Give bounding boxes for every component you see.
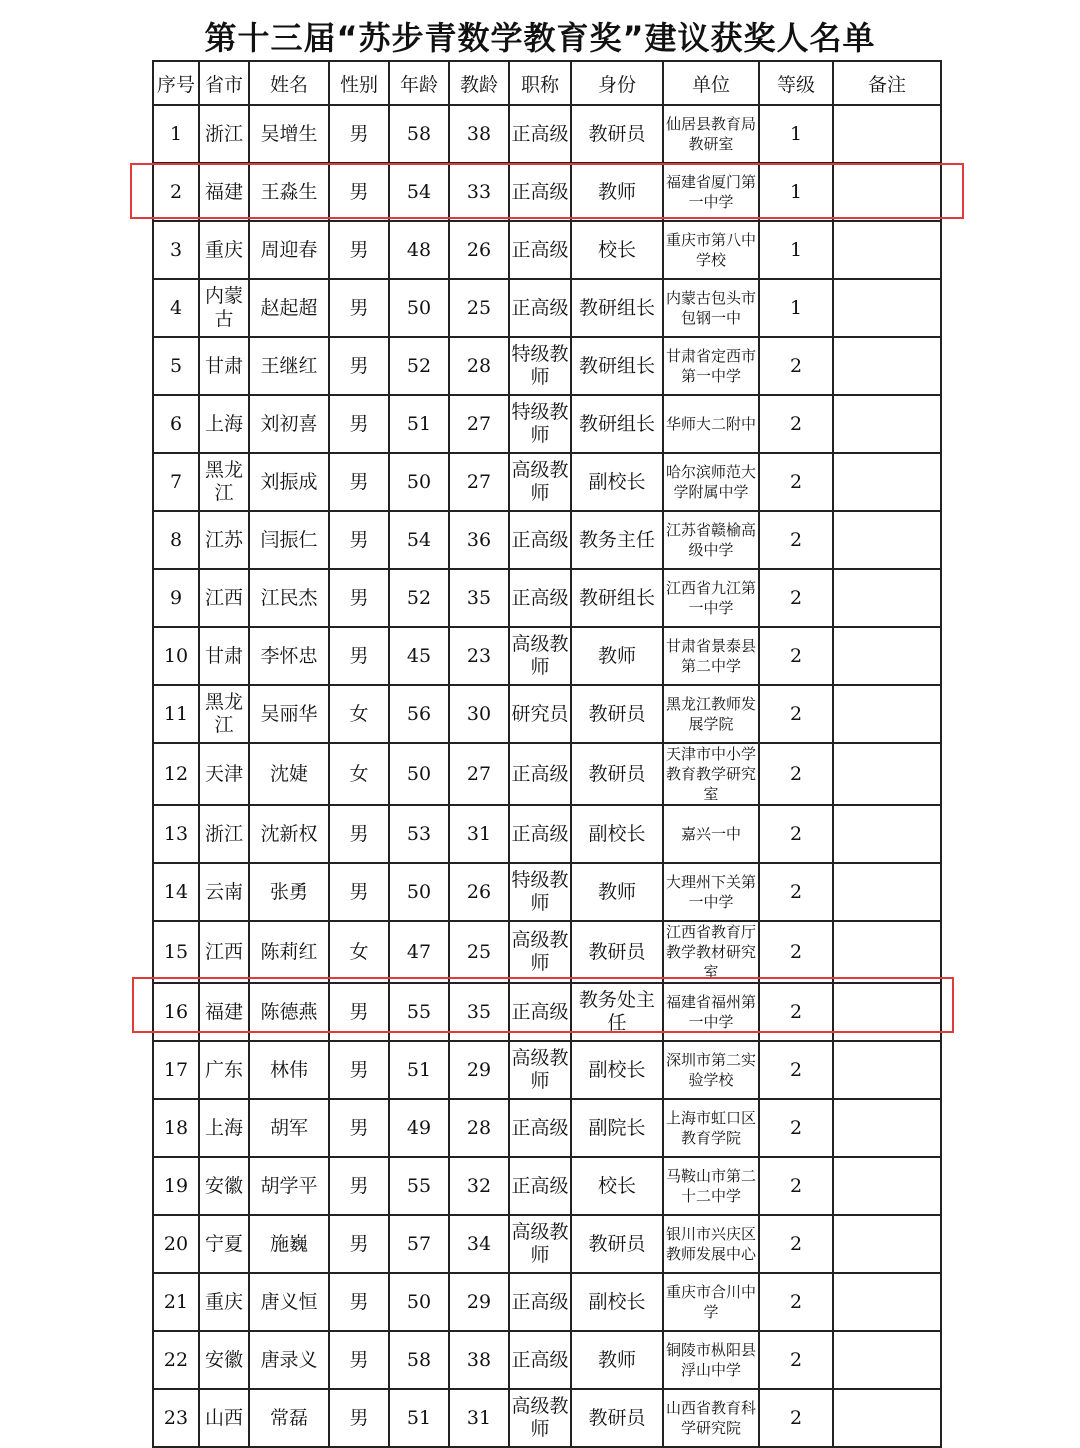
- cell-unit: 甘肃省定西市第一中学: [663, 337, 759, 395]
- cell-unit: 仙居县教育局教研室: [663, 105, 759, 163]
- cell-province: 江西: [199, 921, 249, 983]
- cell-unit: 江西省教育厅教学教材研究室: [663, 921, 759, 983]
- col-header-index: 序号: [153, 61, 199, 105]
- cell-grade: 2: [759, 453, 833, 511]
- cell-name: 施巍: [249, 1215, 329, 1273]
- page-title: 第十三届“苏步青数学教育奖”建议获奖人名单: [204, 19, 876, 57]
- cell-grade: 1: [759, 105, 833, 163]
- cell-gender: 女: [329, 685, 389, 743]
- cell-gender: 男: [329, 395, 389, 453]
- cell-grade: 2: [759, 863, 833, 921]
- cell-age: 55: [389, 983, 449, 1041]
- cell-unit: 甘肃省景泰县第二中学: [663, 627, 759, 685]
- cell-index: 16: [153, 983, 199, 1041]
- cell-index: 4: [153, 279, 199, 337]
- col-header-grade: 等级: [759, 61, 833, 105]
- cell-unit: 重庆市合川中学: [663, 1273, 759, 1331]
- cell-teaching-years: 38: [449, 1331, 509, 1389]
- cell-name: 陈德燕: [249, 983, 329, 1041]
- cell-position: 教研员: [571, 105, 663, 163]
- cell-position: 教研员: [571, 743, 663, 805]
- cell-province: 福建: [199, 983, 249, 1041]
- cell-age: 50: [389, 453, 449, 511]
- cell-teaching-years: 25: [449, 921, 509, 983]
- cell-unit: 山西省教育科学研究院: [663, 1389, 759, 1447]
- cell-remarks: [833, 221, 941, 279]
- cell-index: 17: [153, 1041, 199, 1099]
- cell-index: 8: [153, 511, 199, 569]
- cell-name: 王继红: [249, 337, 329, 395]
- cell-position: 教师: [571, 627, 663, 685]
- cell-name: 胡学平: [249, 1157, 329, 1215]
- table-row: [153, 1099, 941, 1157]
- cell-title: 正高级: [509, 105, 571, 163]
- table-row: [153, 1331, 941, 1389]
- cell-teaching-years: 36: [449, 511, 509, 569]
- cell-gender: 女: [329, 743, 389, 805]
- cell-teaching-years: 27: [449, 743, 509, 805]
- cell-remarks: [833, 627, 941, 685]
- cell-grade: 2: [759, 1389, 833, 1447]
- cell-title: 正高级: [509, 221, 571, 279]
- table-row: [153, 921, 941, 983]
- cell-index: 20: [153, 1215, 199, 1273]
- cell-remarks: [833, 1099, 941, 1157]
- cell-name: 刘振成: [249, 453, 329, 511]
- cell-grade: 2: [759, 1041, 833, 1099]
- cell-age: 52: [389, 569, 449, 627]
- cell-grade: 2: [759, 743, 833, 805]
- cell-index: 18: [153, 1099, 199, 1157]
- cell-grade: 2: [759, 1099, 833, 1157]
- cell-title: 高级教师: [509, 921, 571, 983]
- cell-grade: 2: [759, 1157, 833, 1215]
- cell-name: 吴丽华: [249, 685, 329, 743]
- cell-age: 58: [389, 1331, 449, 1389]
- cell-age: 58: [389, 105, 449, 163]
- cell-remarks: [833, 279, 941, 337]
- cell-teaching-years: 30: [449, 685, 509, 743]
- cell-title: 高级教师: [509, 627, 571, 685]
- table-row: [153, 685, 941, 743]
- cell-age: 50: [389, 279, 449, 337]
- cell-age: 56: [389, 685, 449, 743]
- cell-gender: 男: [329, 163, 389, 221]
- cell-grade: 2: [759, 983, 833, 1041]
- cell-index: 13: [153, 805, 199, 863]
- cell-name: 刘初喜: [249, 395, 329, 453]
- cell-position: 教务处主任: [571, 983, 663, 1041]
- table-row: [153, 1389, 941, 1447]
- table-row: [153, 1041, 941, 1099]
- cell-index: 19: [153, 1157, 199, 1215]
- cell-remarks: [833, 1215, 941, 1273]
- cell-position: 副校长: [571, 805, 663, 863]
- cell-grade: 1: [759, 163, 833, 221]
- cell-remarks: [833, 685, 941, 743]
- cell-province: 重庆: [199, 221, 249, 279]
- cell-title: 正高级: [509, 1157, 571, 1215]
- cell-position: 副校长: [571, 1273, 663, 1331]
- col-header-name: 姓名: [249, 61, 329, 105]
- cell-name: 沈新权: [249, 805, 329, 863]
- cell-unit: 银川市兴庆区教师发展中心: [663, 1215, 759, 1273]
- cell-province: 福建: [199, 163, 249, 221]
- cell-province: 江苏: [199, 511, 249, 569]
- cell-index: 2: [153, 163, 199, 221]
- cell-unit: 福建省福州第一中学: [663, 983, 759, 1041]
- table-row: [153, 453, 941, 511]
- cell-province: 山西: [199, 1389, 249, 1447]
- cell-teaching-years: 27: [449, 453, 509, 511]
- cell-position: 教研组长: [571, 279, 663, 337]
- cell-teaching-years: 31: [449, 1389, 509, 1447]
- cell-index: 14: [153, 863, 199, 921]
- cell-gender: 男: [329, 1389, 389, 1447]
- table-row: [153, 163, 941, 221]
- col-header-unit: 单位: [663, 61, 759, 105]
- cell-province: 天津: [199, 743, 249, 805]
- cell-remarks: [833, 921, 941, 983]
- table-row: [153, 337, 941, 395]
- header-row: [153, 61, 941, 105]
- cell-teaching-years: 33: [449, 163, 509, 221]
- cell-gender: 男: [329, 1215, 389, 1273]
- cell-grade: 2: [759, 627, 833, 685]
- cell-province: 浙江: [199, 105, 249, 163]
- cell-province: 安徽: [199, 1331, 249, 1389]
- cell-teaching-years: 28: [449, 1099, 509, 1157]
- cell-index: 10: [153, 627, 199, 685]
- cell-grade: 2: [759, 395, 833, 453]
- cell-gender: 男: [329, 1099, 389, 1157]
- cell-remarks: [833, 395, 941, 453]
- col-header-gender: 性别: [329, 61, 389, 105]
- cell-teaching-years: 31: [449, 805, 509, 863]
- cell-age: 53: [389, 805, 449, 863]
- cell-gender: 男: [329, 337, 389, 395]
- cell-teaching-years: 23: [449, 627, 509, 685]
- cell-title: 高级教师: [509, 453, 571, 511]
- cell-grade: 2: [759, 511, 833, 569]
- cell-title: 正高级: [509, 511, 571, 569]
- table-row: [153, 279, 941, 337]
- cell-age: 50: [389, 863, 449, 921]
- cell-remarks: [833, 1331, 941, 1389]
- cell-age: 50: [389, 1273, 449, 1331]
- cell-name: 胡军: [249, 1099, 329, 1157]
- cell-teaching-years: 26: [449, 221, 509, 279]
- cell-unit: 深圳市第二实验学校: [663, 1041, 759, 1099]
- cell-index: 21: [153, 1273, 199, 1331]
- cell-index: 15: [153, 921, 199, 983]
- cell-title: 正高级: [509, 1099, 571, 1157]
- cell-gender: 男: [329, 1041, 389, 1099]
- cell-remarks: [833, 805, 941, 863]
- cell-grade: 2: [759, 921, 833, 983]
- cell-unit: 内蒙古包头市包钢一中: [663, 279, 759, 337]
- table-row: [153, 1273, 941, 1331]
- cell-remarks: [833, 743, 941, 805]
- cell-teaching-years: 26: [449, 863, 509, 921]
- table-row: [153, 221, 941, 279]
- cell-teaching-years: 27: [449, 395, 509, 453]
- cell-name: 李怀忠: [249, 627, 329, 685]
- cell-position: 校长: [571, 1157, 663, 1215]
- cell-remarks: [833, 105, 941, 163]
- award-table: [152, 60, 942, 1448]
- cell-position: 教务主任: [571, 511, 663, 569]
- cell-province: 甘肃: [199, 627, 249, 685]
- cell-gender: 男: [329, 1331, 389, 1389]
- cell-title: 正高级: [509, 983, 571, 1041]
- cell-grade: 2: [759, 1273, 833, 1331]
- cell-teaching-years: 32: [449, 1157, 509, 1215]
- cell-unit: 哈尔滨师范大学附属中学: [663, 453, 759, 511]
- cell-grade: 2: [759, 1331, 833, 1389]
- cell-title: 正高级: [509, 743, 571, 805]
- col-header-title: 职称: [509, 61, 571, 105]
- table-row: [153, 983, 941, 1041]
- cell-name: 王淼生: [249, 163, 329, 221]
- cell-teaching-years: 35: [449, 569, 509, 627]
- cell-remarks: [833, 1157, 941, 1215]
- table-row: [153, 1157, 941, 1215]
- cell-title: 正高级: [509, 1273, 571, 1331]
- cell-title: 研究员: [509, 685, 571, 743]
- cell-unit: 铜陵市枞阳县浮山中学: [663, 1331, 759, 1389]
- cell-teaching-years: 28: [449, 337, 509, 395]
- cell-index: 5: [153, 337, 199, 395]
- cell-teaching-years: 34: [449, 1215, 509, 1273]
- cell-gender: 男: [329, 627, 389, 685]
- cell-grade: 1: [759, 279, 833, 337]
- cell-gender: 男: [329, 221, 389, 279]
- cell-age: 47: [389, 921, 449, 983]
- cell-unit: 嘉兴一中: [663, 805, 759, 863]
- cell-gender: 男: [329, 805, 389, 863]
- cell-gender: 男: [329, 569, 389, 627]
- cell-position: 教研员: [571, 1215, 663, 1273]
- table-row: [153, 627, 941, 685]
- cell-province: 上海: [199, 1099, 249, 1157]
- cell-unit: 天津市中小学教育教学研究室: [663, 743, 759, 805]
- cell-remarks: [833, 1273, 941, 1331]
- cell-title: 高级教师: [509, 1041, 571, 1099]
- cell-title: 高级教师: [509, 1215, 571, 1273]
- cell-grade: 2: [759, 1215, 833, 1273]
- cell-remarks: [833, 983, 941, 1041]
- cell-name: 常磊: [249, 1389, 329, 1447]
- cell-gender: 男: [329, 453, 389, 511]
- cell-age: 45: [389, 627, 449, 685]
- cell-index: 23: [153, 1389, 199, 1447]
- cell-province: 内蒙古: [199, 279, 249, 337]
- cell-age: 55: [389, 1157, 449, 1215]
- cell-unit: 福建省厦门第一中学: [663, 163, 759, 221]
- cell-gender: 男: [329, 279, 389, 337]
- cell-position: 校长: [571, 221, 663, 279]
- cell-index: 6: [153, 395, 199, 453]
- cell-position: 教研员: [571, 921, 663, 983]
- cell-remarks: [833, 511, 941, 569]
- cell-unit: 马鞍山市第二十二中学: [663, 1157, 759, 1215]
- cell-remarks: [833, 863, 941, 921]
- cell-province: 宁夏: [199, 1215, 249, 1273]
- cell-position: 教研组长: [571, 569, 663, 627]
- cell-age: 49: [389, 1099, 449, 1157]
- col-header-remarks: 备注: [833, 61, 941, 105]
- cell-grade: 1: [759, 221, 833, 279]
- cell-age: 50: [389, 743, 449, 805]
- table-row: [153, 511, 941, 569]
- cell-position: 教研员: [571, 685, 663, 743]
- cell-position: 教师: [571, 163, 663, 221]
- cell-name: 吴增生: [249, 105, 329, 163]
- cell-age: 54: [389, 511, 449, 569]
- cell-gender: 男: [329, 983, 389, 1041]
- cell-remarks: [833, 453, 941, 511]
- table-row: [153, 743, 941, 805]
- table-row: [153, 1215, 941, 1273]
- cell-age: 51: [389, 395, 449, 453]
- cell-title: 特级教师: [509, 395, 571, 453]
- cell-unit: 大理州下关第一中学: [663, 863, 759, 921]
- cell-name: 沈婕: [249, 743, 329, 805]
- cell-position: 副院长: [571, 1099, 663, 1157]
- table-row: [153, 395, 941, 453]
- cell-title: 特级教师: [509, 863, 571, 921]
- cell-teaching-years: 25: [449, 279, 509, 337]
- cell-gender: 男: [329, 511, 389, 569]
- cell-unit: 上海市虹口区教育学院: [663, 1099, 759, 1157]
- cell-remarks: [833, 569, 941, 627]
- table-row: [153, 863, 941, 921]
- cell-age: 52: [389, 337, 449, 395]
- cell-name: 唐录义: [249, 1331, 329, 1389]
- cell-province: 安徽: [199, 1157, 249, 1215]
- cell-gender: 男: [329, 863, 389, 921]
- cell-province: 甘肃: [199, 337, 249, 395]
- cell-grade: 2: [759, 805, 833, 863]
- cell-position: 教师: [571, 863, 663, 921]
- cell-province: 广东: [199, 1041, 249, 1099]
- cell-province: 江西: [199, 569, 249, 627]
- cell-name: 周迎春: [249, 221, 329, 279]
- cell-grade: 2: [759, 685, 833, 743]
- cell-province: 黑龙江: [199, 685, 249, 743]
- cell-teaching-years: 38: [449, 105, 509, 163]
- table-row: [153, 805, 941, 863]
- cell-position: 教师: [571, 1331, 663, 1389]
- cell-index: 3: [153, 221, 199, 279]
- cell-unit: 华师大二附中: [663, 395, 759, 453]
- table-row: [153, 105, 941, 163]
- cell-grade: 2: [759, 569, 833, 627]
- cell-position: 副校长: [571, 1041, 663, 1099]
- cell-age: 54: [389, 163, 449, 221]
- cell-title: 正高级: [509, 163, 571, 221]
- cell-title: 正高级: [509, 569, 571, 627]
- cell-grade: 2: [759, 337, 833, 395]
- table-row: [153, 569, 941, 627]
- cell-title: 正高级: [509, 805, 571, 863]
- col-header-province: 省市: [199, 61, 249, 105]
- cell-index: 12: [153, 743, 199, 805]
- cell-unit: 江西省九江第一中学: [663, 569, 759, 627]
- cell-name: 闫振仁: [249, 511, 329, 569]
- cell-province: 黑龙江: [199, 453, 249, 511]
- cell-province: 重庆: [199, 1273, 249, 1331]
- cell-age: 51: [389, 1389, 449, 1447]
- cell-province: 浙江: [199, 805, 249, 863]
- cell-position: 副校长: [571, 453, 663, 511]
- cell-title: 高级教师: [509, 1389, 571, 1447]
- cell-remarks: [833, 163, 941, 221]
- cell-remarks: [833, 1041, 941, 1099]
- cell-index: 7: [153, 453, 199, 511]
- cell-position: 教研员: [571, 1389, 663, 1447]
- cell-name: 陈莉红: [249, 921, 329, 983]
- col-header-teaching-years: 教龄: [449, 61, 509, 105]
- cell-remarks: [833, 337, 941, 395]
- cell-title: 特级教师: [509, 337, 571, 395]
- col-header-position: 身份: [571, 61, 663, 105]
- cell-position: 教研组长: [571, 337, 663, 395]
- cell-province: 上海: [199, 395, 249, 453]
- cell-name: 林伟: [249, 1041, 329, 1099]
- cell-position: 教研组长: [571, 395, 663, 453]
- cell-name: 唐义恒: [249, 1273, 329, 1331]
- cell-teaching-years: 29: [449, 1041, 509, 1099]
- cell-index: 1: [153, 105, 199, 163]
- cell-age: 48: [389, 221, 449, 279]
- cell-unit: 重庆市第八中学校: [663, 221, 759, 279]
- cell-unit: 江苏省赣榆高级中学: [663, 511, 759, 569]
- cell-index: 11: [153, 685, 199, 743]
- col-header-age: 年龄: [389, 61, 449, 105]
- cell-teaching-years: 35: [449, 983, 509, 1041]
- cell-age: 57: [389, 1215, 449, 1273]
- cell-name: 赵起超: [249, 279, 329, 337]
- cell-gender: 男: [329, 1157, 389, 1215]
- cell-name: 张勇: [249, 863, 329, 921]
- cell-teaching-years: 29: [449, 1273, 509, 1331]
- cell-title: 正高级: [509, 1331, 571, 1389]
- cell-gender: 男: [329, 105, 389, 163]
- cell-unit: 黑龙江教师发展学院: [663, 685, 759, 743]
- cell-remarks: [833, 1389, 941, 1447]
- cell-index: 9: [153, 569, 199, 627]
- cell-title: 正高级: [509, 279, 571, 337]
- cell-gender: 女: [329, 921, 389, 983]
- cell-index: 22: [153, 1331, 199, 1389]
- cell-name: 江民杰: [249, 569, 329, 627]
- cell-province: 云南: [199, 863, 249, 921]
- cell-age: 51: [389, 1041, 449, 1099]
- cell-gender: 男: [329, 1273, 389, 1331]
